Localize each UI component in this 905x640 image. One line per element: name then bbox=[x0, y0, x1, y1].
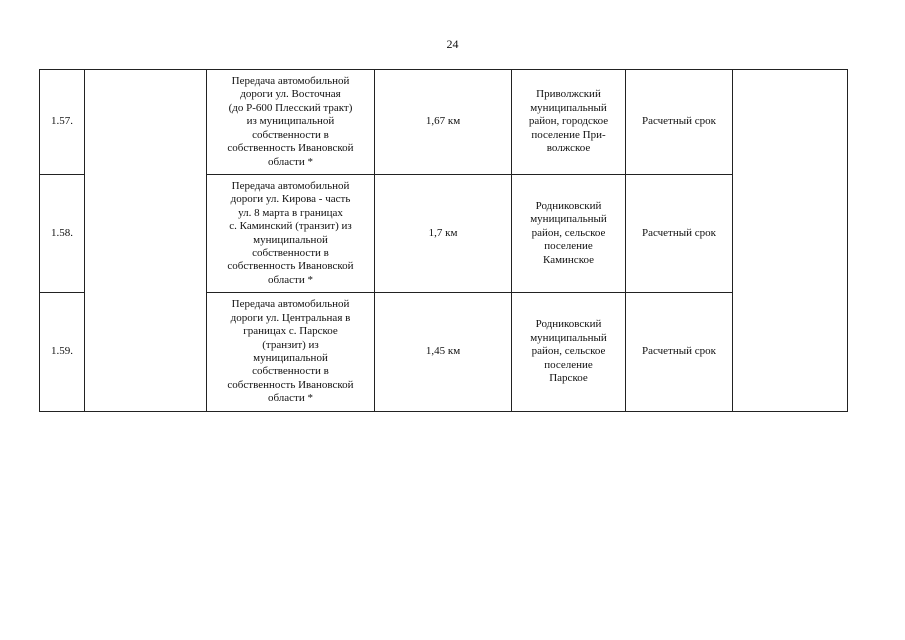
measure-description-text: Передача автомобильной дороги ул. Кирова - часть ул. 8 марта в границах с. Каминский (транзит) из муниципальной собственности в собственность Ивановской области * bbox=[227, 179, 354, 286]
road-length: 1,7 км bbox=[375, 175, 512, 293]
road-length: 1,67 км bbox=[375, 70, 512, 175]
measure-description bbox=[207, 175, 375, 293]
implementation-term: Расчетный срок bbox=[626, 70, 733, 175]
municipal-area-text: Родниковский муниципальный район, сельское поселение Каминское bbox=[530, 199, 607, 266]
municipal-area bbox=[512, 70, 626, 175]
page-number: 24 bbox=[446, 37, 459, 51]
measures-table bbox=[39, 69, 848, 412]
row-number: 1.59. bbox=[40, 293, 85, 412]
measure-description-text: Передача автомобильной дороги ул. Центральная в границах с. Парское (транзит) из муниципальной собственности в собственность Ивановской области * bbox=[227, 298, 354, 405]
row-number: 1.58. bbox=[40, 175, 85, 293]
municipal-area-text: Приволжский муниципальный район, городское поселение При- волжское bbox=[528, 88, 609, 155]
measure-description-text: Передача автомобильной дороги ул. Восточная (до Р-600 Плесский тракт) из муниципальной собственности в собственность Ивановской области * bbox=[227, 75, 354, 168]
measure-description bbox=[207, 293, 375, 412]
implementation-term: Расчетный срок bbox=[626, 175, 733, 293]
implementation-term: Расчетный срок bbox=[626, 293, 733, 412]
last-empty-cell bbox=[733, 70, 848, 412]
municipal-area-text: Родниковский муниципальный район, сельское поселение Парское bbox=[530, 318, 607, 385]
municipal-area bbox=[512, 293, 626, 412]
road-length: 1,45 км bbox=[375, 293, 512, 412]
merged-empty-cell bbox=[85, 70, 207, 412]
table-row bbox=[40, 70, 848, 175]
municipal-area bbox=[512, 175, 626, 293]
measure-description bbox=[207, 70, 375, 175]
row-number: 1.57. bbox=[40, 70, 85, 175]
